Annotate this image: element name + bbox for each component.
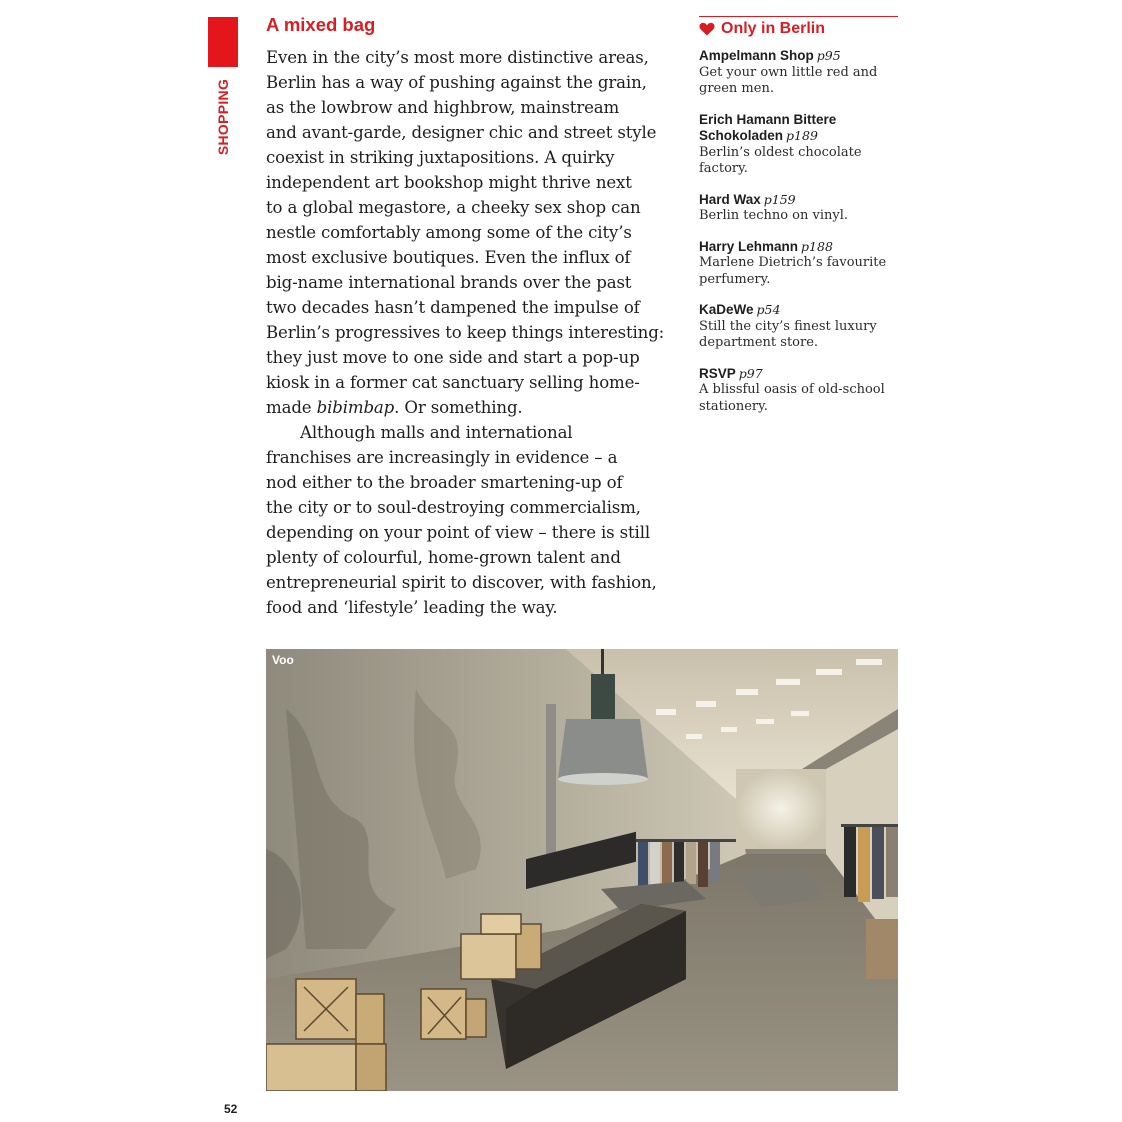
text-line: Although malls and international (300, 423, 573, 442)
text-line: Get your own little red and (699, 64, 878, 80)
entry-heading (699, 48, 898, 65)
text-line: kiosk in a former cat sanctuary selling home- (266, 373, 640, 392)
photo-caption: Voo (272, 653, 294, 667)
entry-description (699, 382, 898, 415)
listing-entry (699, 48, 898, 98)
section-label: SHOPPING (215, 78, 231, 156)
text-line: nod either to the broader smartening-up of (266, 473, 623, 492)
text-line: Marlene Dietrich’s favourite (699, 255, 887, 270)
text-line: two decades hasn’t dampened the impulse of (266, 298, 640, 317)
entry-description (699, 255, 898, 288)
text-fragment: . Or something. (394, 398, 523, 417)
text-line: they just move to one side and start a pop-up (266, 348, 640, 367)
text-line: as the lowbrow and highbrow, mainstream (266, 98, 620, 117)
store-interior-photo (266, 649, 898, 1091)
heart-icon (699, 22, 715, 36)
text-line: depending on your point of view – there is still (266, 523, 651, 542)
entry-description (699, 65, 898, 98)
text-line: coexist in striking juxtapositions. A quirky (266, 148, 615, 167)
body-text (266, 45, 691, 620)
text-line: nestle comfortably among some of the city’s (266, 223, 632, 242)
listing-entry (699, 366, 898, 416)
page-heading: A mixed bag (266, 14, 376, 35)
entry-name: Ampelmann Shop (699, 48, 814, 63)
page-reference[interactable]: p189 (786, 128, 818, 143)
italic-term: bibimbap (316, 398, 395, 417)
entry-name: Schokoladen (699, 128, 784, 143)
page-reference[interactable]: p188 (801, 238, 833, 254)
entry-description (699, 208, 898, 225)
listing-entry (699, 302, 898, 352)
text-line: franchises are increasingly in evidence – a (266, 448, 618, 467)
entry-name: KaDeWe (699, 302, 754, 317)
text-line: factory. (699, 161, 748, 176)
pendant-lamp (591, 674, 615, 719)
text-line: big-name international brands over the past (266, 273, 632, 292)
text-line: perfumery. (699, 271, 771, 287)
text-line: food and ‘lifestyle’ leading the way. (266, 598, 558, 617)
page-number: 52 (224, 1102, 238, 1116)
entry-description (699, 145, 898, 178)
entry-name: Harry Lehmann (699, 238, 799, 254)
text-line: Still the city’s finest luxury (699, 318, 877, 334)
text-line: plenty of colourful, home-grown talent and (266, 548, 621, 567)
text-line: to a global megastore, a cheeky sex shop can (266, 198, 641, 217)
section-tab (208, 17, 238, 67)
entry-heading (699, 192, 898, 209)
wall-pipe (546, 704, 556, 864)
entry-name-line (699, 128, 898, 145)
text-line: most exclusive boutiques. Even the influx of (266, 248, 631, 267)
text-line: entrepreneurial spirit to discover, with fashion, (266, 573, 657, 592)
text-line: Berlin has a way of pushing against the grain, (266, 73, 647, 92)
entry-name: RSVP (699, 365, 736, 381)
text-fragment: made (266, 398, 317, 417)
entry-name: Hard Wax (699, 191, 761, 207)
text-line (266, 395, 691, 420)
sidebar-title (699, 20, 898, 38)
text-line: and avant-garde, designer chic and street style (266, 123, 657, 142)
text-line: green men. (699, 81, 774, 96)
entry-description (699, 319, 898, 352)
entry-heading (699, 112, 898, 145)
page-reference[interactable]: p159 (763, 191, 796, 207)
clothing-rack-right (841, 824, 898, 902)
listing-entry (699, 192, 898, 225)
page-reference[interactable]: p95 (816, 48, 841, 63)
text-line: independent art bookshop might thrive next (266, 173, 632, 192)
sidebar-title-text: Only in Berlin (721, 20, 826, 37)
entry-heading (699, 302, 898, 319)
text-line: Berlin techno on vinyl. (699, 208, 849, 223)
entry-heading (699, 239, 898, 256)
text-line: department store. (699, 335, 819, 350)
paragraph-1 (266, 45, 691, 420)
text-line: Berlin’s oldest chocolate (699, 144, 862, 160)
page-reference[interactable]: p54 (756, 302, 781, 317)
back-room (736, 769, 826, 849)
text-line: the city or to soul-destroying commercialism, (266, 498, 641, 517)
text-line: Berlin’s progressives to keep things interesting: (266, 323, 665, 342)
page-reference[interactable]: p97 (738, 365, 763, 381)
listing-entry (699, 239, 898, 289)
wooden-stand (866, 919, 898, 979)
text-line: A blissful oasis of old-school (699, 382, 885, 397)
text-line: stationery. (699, 398, 768, 414)
entry-name: Erich Hamann Bittere (699, 111, 837, 127)
text-line: Even in the city’s most more distinctive areas, (266, 48, 649, 67)
listing-entry (699, 112, 898, 178)
only-in-berlin-box (699, 16, 898, 429)
entry-heading (699, 366, 898, 383)
paragraph-2 (266, 420, 691, 620)
photo-illustration (266, 649, 898, 1091)
